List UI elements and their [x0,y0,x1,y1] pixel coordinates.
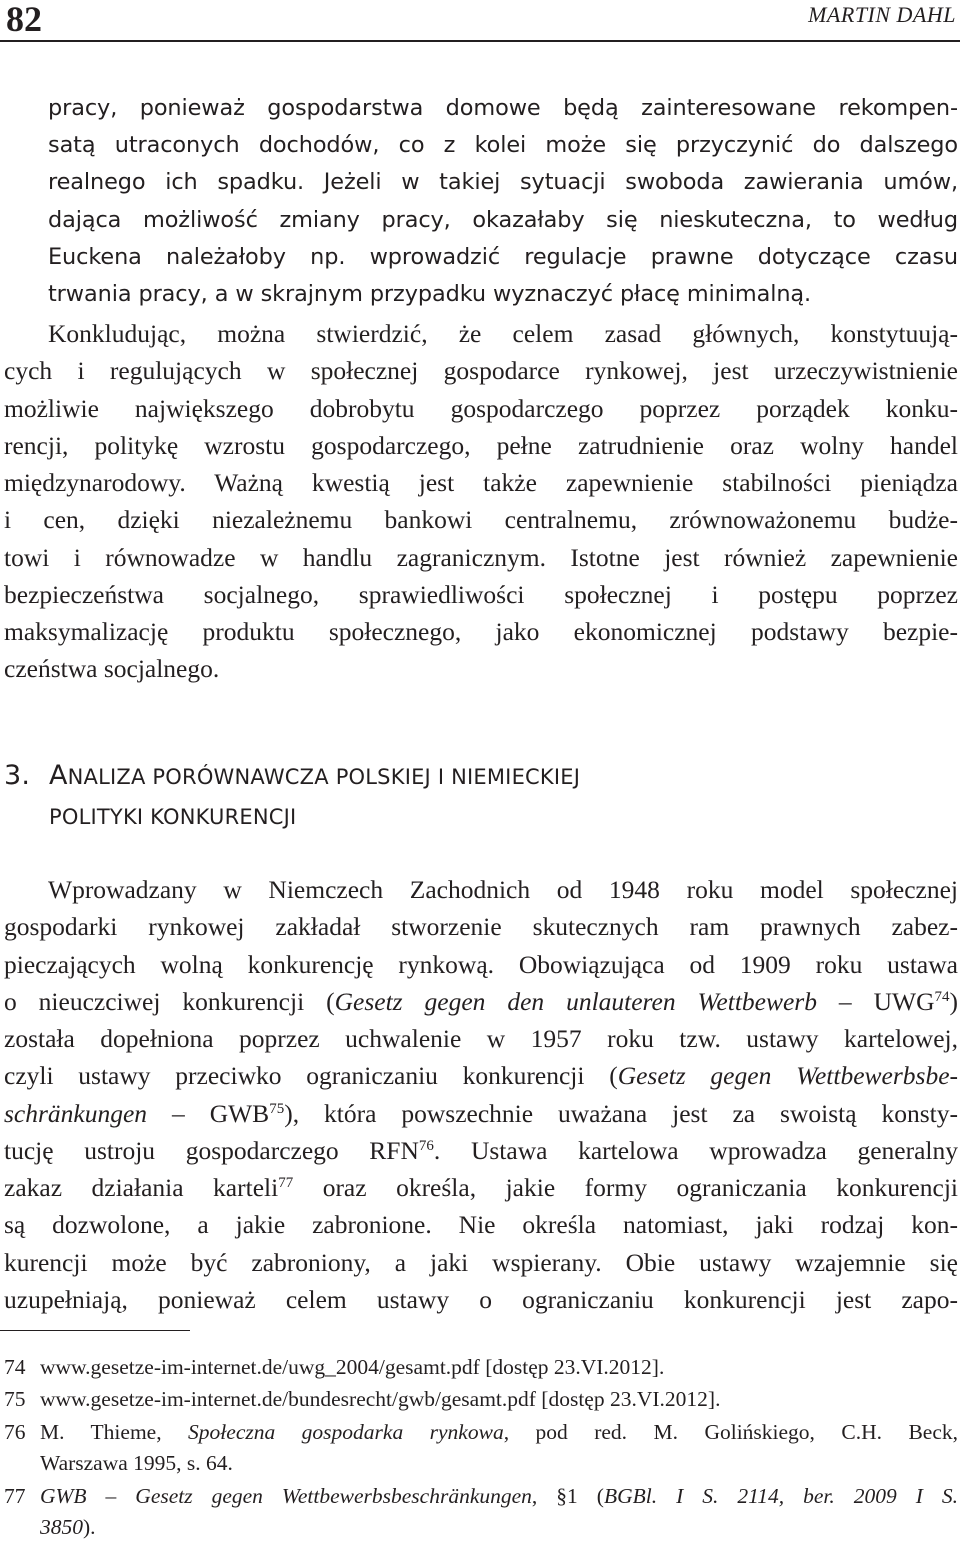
footnote-77 [4,1481,958,1543]
text-line: Wprowadzany w Niemczech Zachodnich od 1948 roku model społecznej [48,875,958,904]
footnote-ref-75[interactable]: 75 [269,1101,285,1117]
text-line: międzynarodowy. Ważną kwestią jest także zapewnienie stabilności pieniądza [4,468,958,497]
text-line: możliwie największego dobrobytu gospodarczego poprzez porządek konku- [4,394,958,423]
text-line: trwania pracy, a w skrajnym przypadku wyznaczyć płacę minimalną. [48,281,812,307]
text-line: realnego ich spadku. Jeżeli w takiej sytuacji swoboda zawierania umów, [48,169,958,195]
italic-law-title: Gesetz gegen den unlauteren Wettbewerb [334,987,817,1016]
section-title-text: NALIZA PORÓWNAWCZA POLSKIEJ I NIEMIECKIEJ [67,765,581,789]
text-line: towi i równowadze w handlu zagranicznym. Istotne jest również zapewnienie [4,543,958,572]
running-head-author: MARTIN DAHL [808,2,956,27]
footnote-75 [4,1384,958,1415]
text-line: cych i regulujących w społecznej gospodarce rynkowej, jest urzeczywistnienie [4,356,958,385]
text-line: pracy, ponieważ gospodarstwa domowe będą zainteresowane rekompen- [48,95,958,121]
text-line: schränkungen – GWB$^{75}$), która powszechnie uważana jest za swoistą konsty- [4,1099,958,1128]
text-line: maksymalizację produktu społecznego, jako ekonomicznej podstawy bezpie- [4,617,958,646]
text-line: uzupełniają, ponieważ celem ustawy o ograniczaniu konkurencji jest zapo- [4,1285,958,1314]
footnote-number: 75 [4,1387,26,1411]
page-number: 82 [6,0,42,39]
section-title-initial: A [48,760,68,791]
text-line: kurencji może być zabroniony, a jaki wspierany. Obie ustawy wzajemnie się [4,1248,958,1277]
footnote-number: 77 [4,1484,26,1508]
footnote-text: M. Thieme, Społeczna gospodarka rynkowa, pod red. M. Golińskiego, C.H. Beck, [40,1420,958,1444]
text-line: pieczających wolną konkurencję rynkową. Obowiązująca od 1909 roku ustawa [4,950,958,979]
text-line: zakaz działania karteli$^{77}$ oraz określa, jakie formy ograniczania konkurencji [4,1173,958,1202]
text-line: i cen, dzięki niezależnemu bankowi centralnemu, zrównoważonemu budże- [4,505,958,534]
footnote-link[interactable]: www.gesetze-im-internet.de/uwg_2004/gesamt.pdf [dostęp 23.VI.2012]. [40,1355,665,1379]
section-number: 3. [4,760,31,791]
section-title-text: POLITYKI KONKURENCJI [49,805,297,829]
text-line: czyli ustawy przeciwko ograniczaniu konkurencji (Gesetz gegen Wettbewerbsbe- [4,1061,959,1090]
footnote-text: GWB – Gesetz gegen Wettbewerbsbeschränkungen, §1 (BGBl. I S. 2114, ber. 2009 I S. [40,1484,958,1508]
text-line: dająca możliwość zmiany pracy, okazałaby się nieskuteczna, to według [48,207,958,233]
section-title-line-1 [4,760,580,791]
text-line: są dozwolone, a jakie zabronione. Nie określa natomiast, jaki rodzaj kon- [4,1210,958,1239]
text-line: o nieuczciwej konkurencji (Gesetz gegen den unlauteren Wettbewerb – UWG$^{74}$) [4,987,958,1016]
text-line: Konkludując, można stwierdzić, że celem zasad głównych, konstytuują- [48,319,958,348]
italic-law-title: Gesetz gegen Wettbewerbsbe- [617,1061,959,1090]
footnote-text: Warszawa 1995, s. 64. [40,1451,233,1475]
text-line: satą utraconych dochodów, co z kolei może się przyczynić do dalszego [48,132,958,158]
section-title-line-2 [49,800,296,831]
footnote-number: 74 [4,1355,26,1379]
footnote-ref-76[interactable]: 76 [418,1138,434,1154]
text-line: czeństwa socjalnego. [4,654,220,683]
text-line: bezpieczeństwa socjalnego, sprawiedliwości społecznej i postępu poprzez [4,580,958,609]
italic-law-title: schränkungen [4,1099,148,1128]
text-line: gospodarki rynkowej zakładał stworzenie skutecznych ram prawnych zabez- [4,912,958,941]
text-line: została dopełniona poprzez uchwalenie w 1957 roku tzw. ustawy kartelowej, [4,1024,958,1053]
footnote-number: 76 [4,1420,26,1444]
header-rule [0,40,960,42]
footnote-ref-77[interactable]: 77 [278,1175,294,1191]
text-line: tucję ustroju gospodarczego RFN$^{76}$. Ustawa kartelowa wprowadza generalny [4,1136,958,1165]
text-line: Euckena należałoby np. wprowadzić regulacje prawne dotyczące czasu [48,244,958,270]
footnote-76 [4,1417,958,1479]
footnote-link[interactable]: www.gesetze-im-internet.de/bundesrecht/gwb/gesamt.pdf [dostęp 23.VI.2012]. [40,1387,721,1411]
text-line: rencji, politykę wzrostu gospodarczego, pełne zatrudnienie oraz wolny handel [4,431,958,460]
page-header [0,0,960,44]
footnote-ref-74[interactable]: 74 [934,989,950,1005]
footnote-text: 3850). [40,1515,96,1539]
footnote-74 [4,1352,958,1383]
footnote-separator [0,1330,190,1331]
